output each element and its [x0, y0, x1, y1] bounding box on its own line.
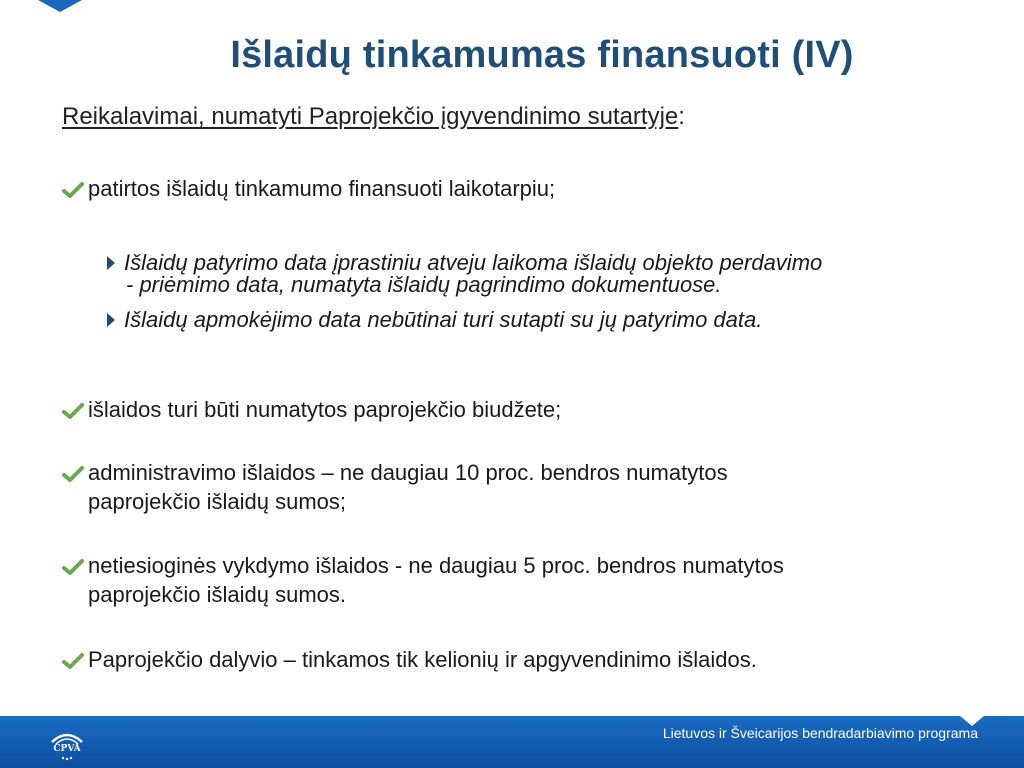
sub-item-text-cont: - priėmimo data, numatyta išlaidų pagrindimo dokumentuose.: [126, 272, 722, 297]
check-icon: [62, 182, 84, 198]
check-icon: [62, 466, 84, 482]
subtitle-colon: :: [678, 103, 685, 130]
list-item-text: netiesioginės vykdymo išlaidos - ne daugiau 5 proc. bendros numatytos: [88, 553, 784, 578]
slide-subtitle: [62, 103, 685, 131]
footer-program-name: Lietuvos ir Šveicarijos bendradarbiavimo programa: [662, 725, 978, 741]
slide-title: Išlaidų tinkamumas finansuoti (IV): [230, 34, 854, 76]
check-icon: [62, 403, 84, 419]
triangle-icon: [106, 312, 116, 328]
list-item: [62, 551, 784, 609]
top-tab-decoration: [38, 0, 82, 12]
sub-list-item: [106, 309, 762, 331]
list-item: [62, 645, 757, 674]
list-item-text-cont: paprojekčio išlaidų sumos.: [88, 582, 347, 607]
list-item-text: administravimo išlaidos – ne daugiau 10 proc. bendros numatytos: [88, 460, 728, 485]
list-item-text: Paprojekčio dalyvio – tinkamos tik kelionių ir apgyvendinimo išlaidos.: [88, 647, 757, 672]
subtitle-text: Reikalavimai, numatyti Paprojekčio įgyvendinimo sutartyje: [62, 103, 679, 130]
list-item: [62, 395, 561, 424]
check-icon: [62, 653, 84, 669]
list-item-text: išlaidos turi būti numatytos paprojekčio biudžete;: [88, 397, 562, 422]
list-item-text-cont: paprojekčio išlaidų sumos;: [88, 489, 347, 514]
list-item: [62, 458, 728, 516]
triangle-icon: [106, 255, 116, 271]
list-item-text: patirtos išlaidų tinkamumo finansuoti laikotarpiu;: [88, 176, 556, 201]
sub-item-text: Išlaidų patyrimo data įprastiniu atveju laikoma išlaidų objekto perdavimo: [124, 250, 823, 275]
sub-list-item: [106, 252, 822, 296]
list-item: [62, 174, 555, 203]
svg-text:CPVA: CPVA: [53, 744, 81, 754]
cpva-logo: [46, 724, 88, 764]
sub-item-text: Išlaidų apmokėjimo data nebūtinai turi sutapti su jų patyrimo data.: [124, 307, 763, 332]
check-icon: [62, 559, 84, 575]
footer-bar: [0, 716, 1024, 768]
